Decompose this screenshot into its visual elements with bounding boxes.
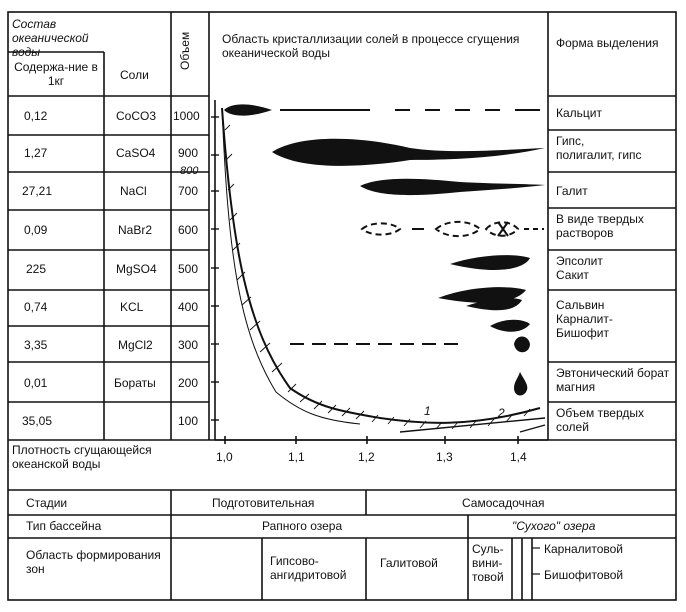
form-epsomite: Эпсолит Сакит [556, 254, 603, 282]
row-7-volume: 200 [178, 376, 199, 390]
form-calcite: Кальцит [556, 106, 602, 120]
zone-gyps: Гипсово-ангидритовой [270, 554, 347, 582]
zone-halite: Галитовой [380, 556, 438, 570]
zone-bischofite: Бишофитовой [544, 568, 624, 582]
row-8-volume: 100 [178, 414, 199, 428]
row-2-content: 27,21 [22, 184, 53, 198]
crystallization-lenses [224, 104, 545, 395]
basin-label: Тип бассейна [26, 519, 102, 533]
form-solid-volume: Объем твердых солей [556, 406, 645, 434]
row-3-content: 0,09 [24, 223, 48, 237]
row-5-content: 0,74 [24, 300, 48, 314]
row-5-salt: KCL [120, 300, 144, 314]
row-0-volume: 1000 [173, 109, 200, 123]
form-borate: Эвтонический борат магния [556, 366, 670, 394]
row-3-volume: 600 [178, 223, 199, 237]
row-4-volume: 500 [178, 262, 199, 276]
stage-self: Самосадочная [462, 496, 545, 510]
density-label [12, 443, 162, 471]
density-tick-2: 1,1 [288, 450, 305, 464]
row-1-volume: 900 [178, 146, 199, 160]
row-6-content: 3,35 [24, 338, 48, 352]
density-tick-5: 1,4 [510, 450, 527, 464]
row-4-content: 225 [26, 262, 47, 276]
content-header: Содержа-ние в 1кг [14, 60, 98, 88]
row-1-salt: CaSO4 [116, 146, 156, 160]
area-title: Область кристаллизации солей в процессе сгущения океанической воды [222, 32, 520, 60]
stages-label: Стадии [26, 496, 68, 510]
row-6-salt: MgCl2 [118, 338, 153, 352]
extra-tick-800: 800 [180, 165, 199, 177]
row-8-content: 35,05 [22, 414, 53, 428]
basin-early: Рапного озера [262, 519, 343, 533]
density-tick-4: 1,3 [436, 450, 453, 464]
salts-header: Соли [120, 68, 149, 82]
density-tick-3: 1,2 [358, 450, 375, 464]
row-5-volume: 400 [178, 300, 199, 314]
curve-label-1: 1 [424, 404, 431, 418]
row-6-volume: 300 [178, 338, 199, 352]
zones-label: Область формирования зон [26, 548, 161, 576]
row-4-salt: MgSO4 [116, 262, 157, 276]
form-solid-solutions: В виде твердых растворов [556, 212, 644, 240]
row-7-content: 0,01 [24, 376, 48, 390]
form-gypsum: Гипс, полигалит, гипс [556, 134, 642, 162]
composition-title: Состав океанической воды [12, 17, 89, 59]
row-7-salt: Бораты [114, 376, 156, 390]
zone-carnallite: Карналитовой [544, 542, 623, 556]
basin-dry: "Сухого" озера [512, 519, 596, 533]
density-label-text: Плотность сгущающейся океанской воды [12, 443, 152, 471]
curve-label-2: 2 [498, 406, 505, 420]
row-1-content: 1,27 [24, 146, 48, 160]
form-title: Форма выделения [556, 36, 659, 50]
density-tick-1: 1,0 [216, 450, 233, 464]
zone-sylvin: Суль-вини-товой [472, 542, 504, 584]
row-0-salt: CoCO3 [116, 109, 157, 123]
form-sylvite: Сальвин Карналит- Бишофит [556, 298, 613, 340]
row-0-content: 0,12 [24, 109, 48, 123]
row-3-salt: NaBr2 [118, 223, 153, 237]
row-2-salt: NaCl [120, 184, 147, 198]
row-2-volume: 700 [178, 184, 199, 198]
form-halite: Галит [556, 184, 588, 198]
volume-header: Объем [178, 31, 192, 70]
stage-prep: Подготовительная [212, 496, 315, 510]
